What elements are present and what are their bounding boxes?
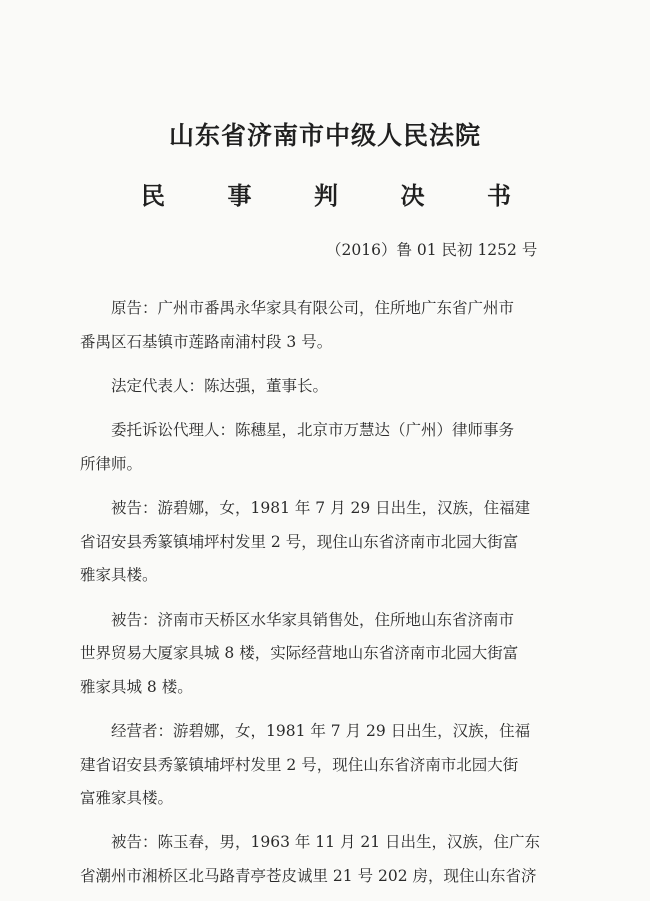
text-line: 番禺区石基镇市莲路南浦村段 3 号。	[80, 332, 333, 351]
text-line: 被告：陈玉春，男，1963 年 11 月 21 日出生，汉族，住广东	[111, 833, 541, 852]
text-line: 被告：游碧娜，女，1981 年 7 月 29 日出生，汉族，住福建	[111, 499, 531, 518]
title-char-1: 民	[141, 181, 165, 210]
text-line: 省潮州市湘桥区北马路青亭苍皮诚里 21 号 202 房，现住山东省济	[80, 867, 537, 886]
text-line: 委托诉讼代理人：陈穗星，北京市万慧达（广州）律师事务	[111, 421, 515, 440]
text-line: 所律师。	[80, 454, 143, 473]
document-title	[141, 176, 511, 211]
text-line: 雅家具楼。	[80, 566, 158, 585]
title-char-5: 书	[487, 181, 511, 210]
text-line: 世界贸易大厦家具城 8 楼，实际经营地山东省济南市北园大街富	[80, 644, 519, 663]
text-line: 原告：广州市番禺永华家具有限公司，住所地广东省广州市	[111, 299, 515, 317]
text-line: 建省诏安县秀篆镇埔坪村发里 2 号，现住山东省济南市北园大街	[80, 755, 519, 774]
party-information-body	[80, 292, 570, 901]
case-number: （2016）鲁 01 民初 1252 号	[326, 241, 538, 259]
title-char-4: 决	[400, 181, 425, 210]
court-name: 山东省济南市中级人民法院	[168, 121, 481, 150]
text-line: 被告：济南市天桥区水华家具销售处，住所地山东省济南市	[111, 610, 515, 629]
attorney-paragraph	[80, 414, 570, 481]
defendant-1-paragraph	[80, 492, 570, 593]
text-line: 法定代表人：陈达强，董事长。	[111, 376, 329, 395]
defendant-3-paragraph	[80, 826, 570, 893]
defendant-2-paragraph	[80, 604, 570, 705]
text-line: 经营者：游碧娜，女，1981 年 7 月 29 日出生，汉族，住福	[111, 721, 531, 740]
title-char-3: 判	[314, 181, 338, 210]
text-line: 省诏安县秀篆镇埔坪村发里 2 号，现住山东省济南市北园大街富	[80, 532, 519, 551]
text-line: 雅家具城 8 楼。	[80, 677, 193, 696]
plaintiff-paragraph	[80, 292, 570, 359]
text-line: 富雅家具楼。	[80, 789, 174, 808]
legal-representative-paragraph	[80, 370, 570, 404]
title-char-2: 事	[227, 181, 252, 210]
operator-paragraph	[80, 715, 570, 816]
